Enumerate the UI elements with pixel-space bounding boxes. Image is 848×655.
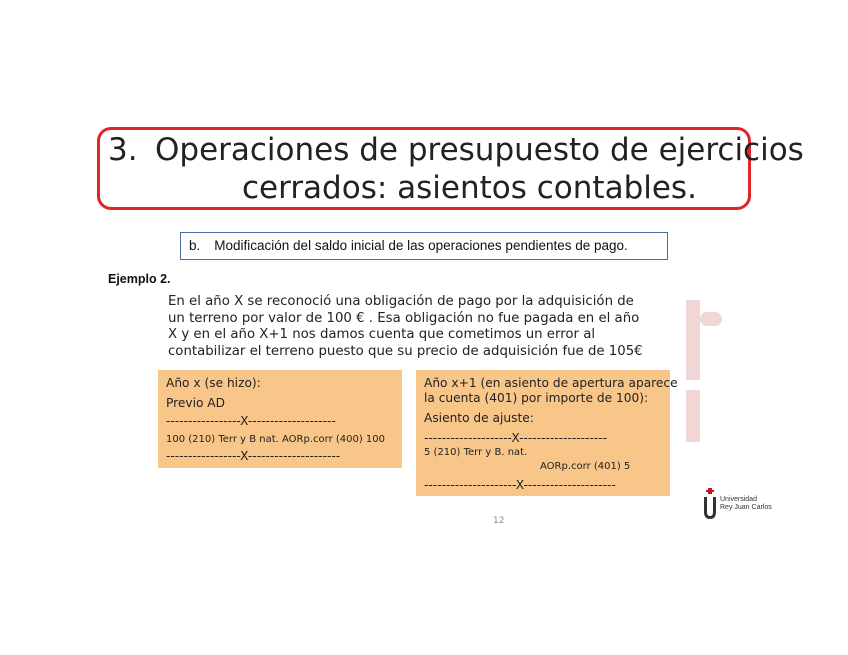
subtitle-letter: b. — [189, 238, 201, 253]
title-number: 3. — [108, 132, 138, 168]
box-heading: Año x+1 (en asiento de apertura aparece — [424, 376, 678, 390]
university-name — [720, 496, 772, 512]
university-crest-icon — [703, 488, 717, 520]
example-label: Ejemplo 2. — [108, 272, 171, 286]
separator-line: --------------------X-------------------- — [424, 431, 608, 445]
paragraph-line: En el año X se reconoció una obligación de pago por la adquisición de — [168, 294, 634, 309]
journal-entry-line: 100 (210) Terr y B nat. AORp.corr (400) 100 — [166, 434, 386, 445]
paragraph-line: un terreno por valor de 100 € . Esa obligación no fue pagada en el año — [168, 310, 640, 326]
university-name-line: Universidad — [720, 496, 757, 503]
paragraph-line: contabilizar el terreno puesto que su precio de adquisición fue de 105€ — [168, 343, 643, 359]
university-logo — [703, 488, 783, 524]
box-subheading: Asiento de ajuste: — [424, 411, 534, 425]
title-line-2: cerrados: asientos contables. — [242, 170, 697, 206]
paragraph-line: X y en el año X+1 nos damos cuenta que cometimos un error al — [168, 327, 596, 342]
box-heading: la cuenta (401) por importe de 100): — [424, 391, 649, 405]
subtitle-text: Modificación del saldo inicial de las operaciones pendientes de pago. — [214, 238, 628, 253]
title-line-1: Operaciones de presupuesto de ejercicios — [155, 132, 804, 168]
separator-line: ---------------------X--------------------- — [424, 478, 616, 492]
separator-line: -----------------X--------------------- — [166, 449, 341, 463]
journal-entry-line: 5 (210) Terr y B. nat. — [424, 447, 528, 458]
journal-entry-box-year-x — [158, 370, 402, 468]
journal-entry-box-year-x1 — [416, 370, 678, 496]
university-name-line: Rey Juan Carlos — [720, 504, 772, 511]
journal-entry-line: AORp.corr (401) 5 — [540, 461, 631, 472]
box-heading: Año x (se hizo): — [166, 376, 261, 390]
page-number: 12 — [493, 516, 505, 526]
background-ghost-mark — [686, 300, 700, 380]
subtitle-box — [180, 232, 668, 260]
separator-line: -----------------X-------------------- — [166, 414, 336, 428]
example-paragraph — [168, 294, 648, 360]
background-ghost-mark — [686, 390, 700, 442]
background-ghost-mark — [700, 312, 722, 326]
box-subheading: Previo AD — [166, 396, 226, 410]
